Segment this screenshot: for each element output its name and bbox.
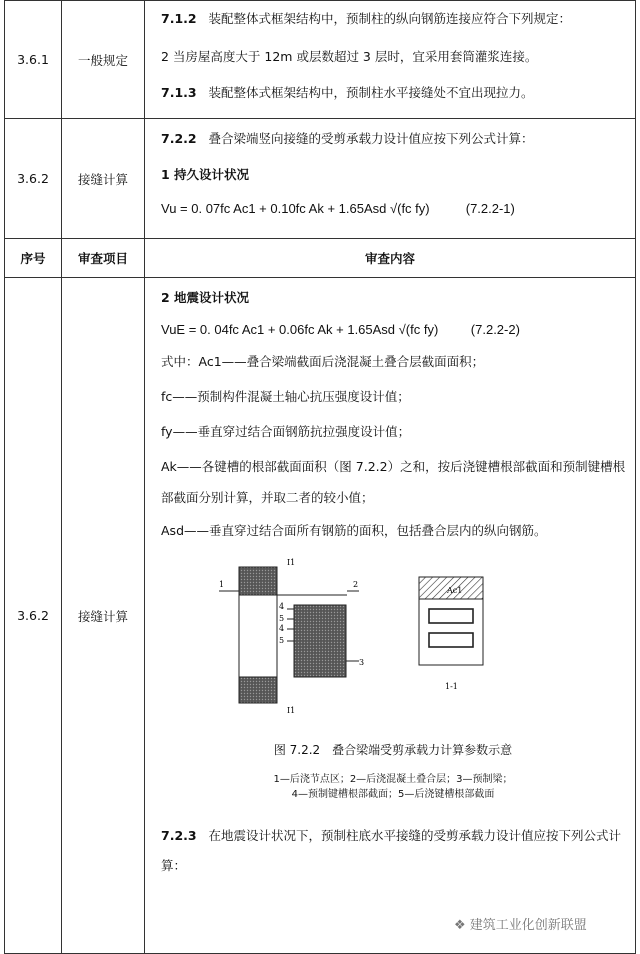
formula-line (161, 201, 625, 217)
column-top (239, 567, 277, 595)
section-mark-bottom: I1 (287, 706, 296, 715)
definition-line: Ak——各键槽的根部截面面积（图 7.2.2）之和，按后浇键槽根部截面和预制键槽根 (161, 459, 626, 474)
table-row (5, 278, 636, 954)
review-item: 一般规定 (62, 1, 145, 119)
clause-line (161, 828, 625, 844)
definition-line: fc——预制构件混凝土轴心抗压强度设计值； (161, 389, 410, 404)
clause-line (161, 11, 625, 27)
clause-text: 在地震设计状况下，预制柱底水平接缝的受剪承载力设计值应按下列公式计 (208, 828, 622, 843)
review-content (145, 119, 636, 239)
review-content (145, 1, 636, 119)
clause-number: 7.2.3 (161, 828, 197, 843)
row-number: 3.6.2 (5, 278, 62, 954)
section-mark-top: I1 (287, 558, 296, 567)
definition-line: 部截面分别计算，并取二者的较小值； (161, 490, 374, 505)
clause-text: 装配整体式框架结构中，预制柱水平接缝处不宜出现拉力。 (208, 85, 534, 100)
row-number: 3.6.1 (5, 1, 62, 119)
clause-number: 7.2.2 (161, 131, 197, 146)
label-2: 2 (353, 580, 359, 589)
formula: VuE = 0. 04fc Ac1 + 0.06fc Ak + 1.65Asd √(fc fy) (161, 322, 439, 337)
table-header-row (5, 239, 636, 278)
view-label: 1-1 (445, 682, 458, 691)
review-table (4, 0, 636, 954)
clause-line: 算： (161, 858, 187, 873)
clause-number: 7.1.3 (161, 85, 197, 100)
clause-line: 2 地震设计状况 (161, 290, 250, 305)
figure-caption: 图 7.2.2 叠合梁端受剪承载力计算参数示意 (273, 743, 513, 757)
review-item: 接缝计算 (62, 278, 145, 954)
clause-number: 7.1.2 (161, 11, 197, 26)
definition-line: fy——垂直穿过结合面钢筋抗拉强度设计值； (161, 424, 411, 439)
review-content (145, 278, 636, 954)
formula: Vu = 0. 07fc Ac1 + 0.10fc Ak + 1.65Asd √(fc fy) (161, 201, 430, 216)
clause-line (161, 49, 625, 65)
header-item: 审查项目 (62, 239, 145, 278)
formula-number: (7.2.2-1) (465, 201, 515, 216)
wechat-icon: ❖ (454, 918, 466, 933)
label-5: 5 (279, 614, 285, 623)
clause-text: 叠合梁端竖向接缝的受剪承载力设计值应按下列公式计算： (208, 131, 534, 146)
label-3: 3 (359, 658, 365, 667)
header-no: 序号 (5, 239, 62, 278)
key-lines (287, 609, 294, 641)
review-item: 接缝计算 (62, 119, 145, 239)
formula-line (161, 322, 625, 338)
precast-beam (294, 605, 346, 677)
header-content: 审查内容 (145, 239, 636, 278)
figure-legend: 1—后浇节点区；2—后浇混凝土叠合层；3—预制梁； (273, 774, 513, 785)
clause-text: 1 持久设计状况 (161, 167, 250, 182)
key-slot-upper (429, 609, 473, 623)
watermark-text: 建筑工业化创新联盟 (469, 918, 587, 933)
figure-7-2-2 (219, 557, 619, 717)
column-bottom (239, 677, 277, 703)
formula-number: (7.2.2-2) (470, 322, 520, 337)
table-row (5, 119, 636, 239)
key-slot-lower (429, 633, 473, 647)
definition-line: Asd——垂直穿过结合面所有钢筋的面积，包括叠合层内的纵向钢筋。 (161, 523, 547, 538)
watermark (454, 914, 587, 933)
clause-line (161, 167, 625, 183)
clause-line (161, 85, 625, 101)
label-5: 5 (279, 636, 285, 645)
label-1: 1 (219, 580, 225, 589)
clause-text: 装配整体式框架结构中，预制柱的纵向钢筋连接应符合下列规定： (208, 11, 572, 26)
row-number: 3.6.2 (5, 119, 62, 239)
figure-legend: 4—预制键槽根部截面；5—后浇键槽根部截面 (291, 789, 495, 800)
clause-text: 2 当房屋高度大于 12m 或层数超过 3 层时，宜采用套筒灌浆连接。 (161, 49, 538, 64)
label-4: 4 (279, 602, 285, 611)
clause-line (161, 131, 625, 147)
definition-line: 式中：Ac1——叠合梁端截面后浇混凝土叠合层截面面积； (161, 354, 485, 369)
ac1-label: Ac1 (447, 586, 463, 595)
table-row (5, 1, 636, 119)
label-4: 4 (279, 624, 285, 633)
